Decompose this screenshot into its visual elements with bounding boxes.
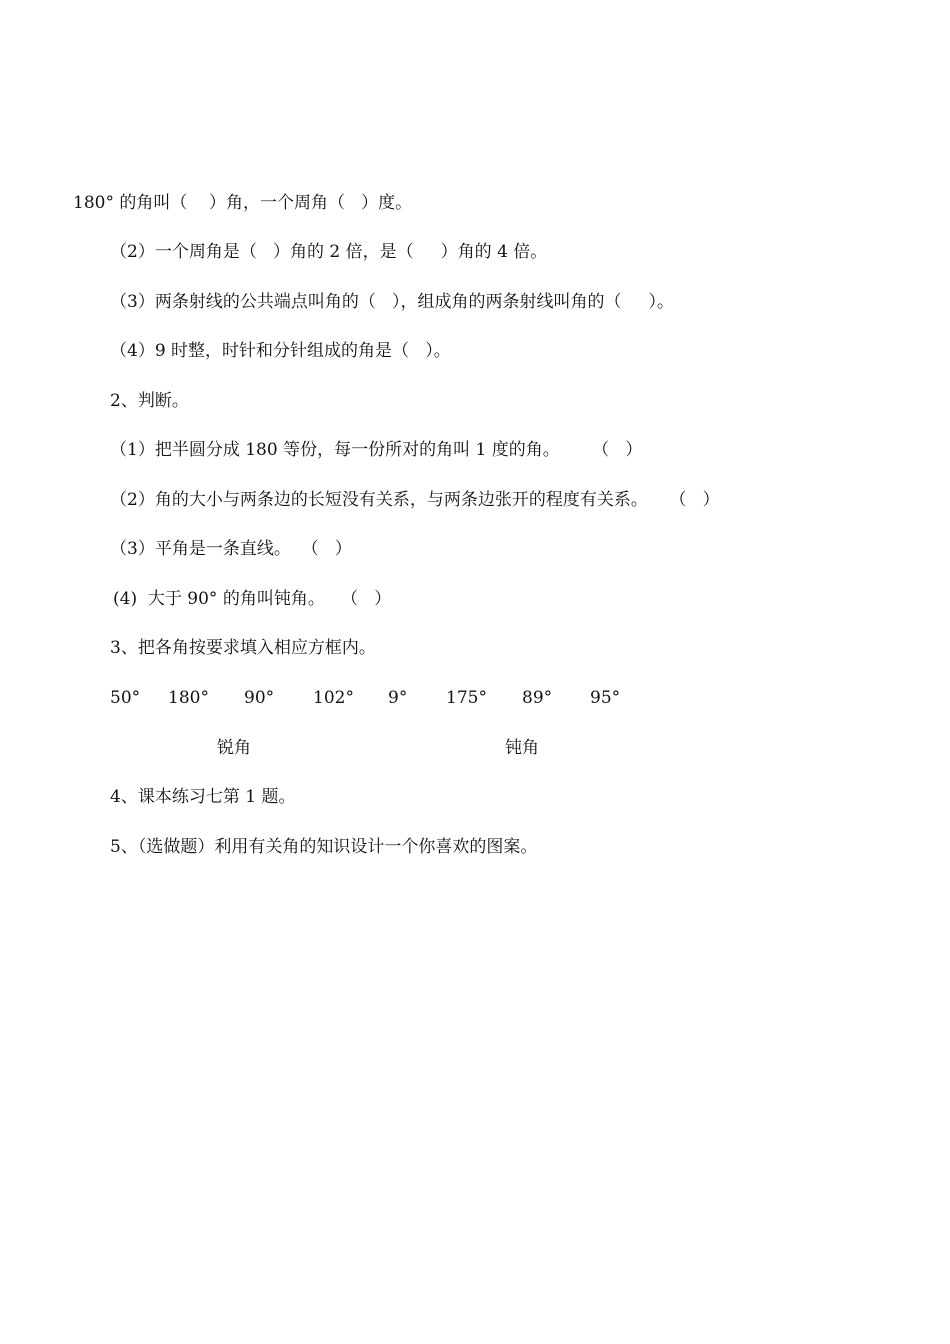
angle-value: 90° <box>244 688 275 708</box>
acute-angle-label: 锐角 <box>217 738 251 758</box>
obtuse-angle-label: 钝角 <box>505 738 539 758</box>
question-3-title: 3、把各角按要求填入相应方框内。 <box>110 638 376 658</box>
question-4-title: 4、课本练习七第 1 题。 <box>110 787 296 807</box>
question-1-item-4: （4）9 时整，时针和分针组成的角是（ ）。 <box>110 341 451 361</box>
question-2-item-4: (4) 大于 90° 的角叫钝角。 （ ） <box>113 589 392 609</box>
angle-value: 9° <box>388 688 408 708</box>
question-2-item-1: （1）把半圆分成 180 等份，每一份所对的角叫 1 度的角。 （ ） <box>110 440 643 460</box>
question-2-item-3: （3）平角是一条直线。 （ ） <box>110 539 352 559</box>
question-1-item-2: （2）一个周角是（ ）角的 2 倍，是（ ）角的 4 倍。 <box>110 242 548 262</box>
angle-value: 175° <box>446 688 487 708</box>
question-1-line-0: 180° 的角叫（ ）角，一个周角（ ）度。 <box>73 193 413 213</box>
question-2-item-2: （2）角的大小与两条边的长短没有关系，与两条边张开的程度有关系。 （ ） <box>110 490 720 510</box>
angle-value: 180° <box>168 688 209 708</box>
angle-value: 89° <box>522 688 553 708</box>
question-5-title: 5、（选做题）利用有关角的知识设计一个你喜欢的图案。 <box>110 837 538 857</box>
angle-value: 95° <box>590 688 621 708</box>
question-2-title: 2、判断。 <box>110 391 189 411</box>
angle-value: 102° <box>313 688 354 708</box>
question-1-item-3: （3）两条射线的公共端点叫角的（ ），组成角的两条射线叫角的（ ）。 <box>110 292 675 312</box>
angle-value: 50° <box>110 688 141 708</box>
